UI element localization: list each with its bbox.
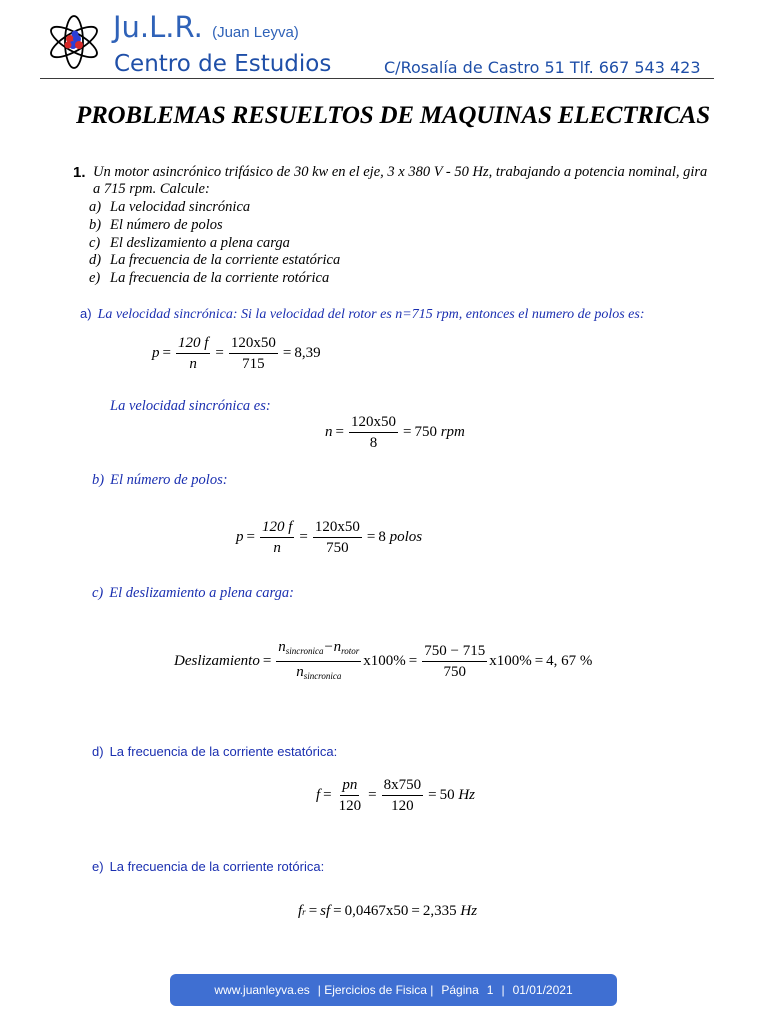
formula-poles: p = $\frac{120 f}{n}$ = $\frac{120x50}{750}$ = 8 polos — [236, 519, 423, 556]
footer-separator: | — [501, 983, 505, 997]
formula-stator-frequency: f = $\frac{pn}{120}$ = $\frac{8x750}{120}$ = 50 Hz — [316, 777, 475, 814]
header-divider — [40, 78, 714, 79]
problem-statement: Un motor asincrónico trifásico de 30 kw en el eje, 3 x 380 V - 50 Hz, trabajando a potencia nominal, gira a 715 rpm. Calcule: — [93, 164, 708, 197]
sync-speed-label: La velocidad sincrónica es: — [110, 398, 271, 414]
formula-poles-estimate: p = $\frac{120 f}{n}$ = $\frac{120x50}{715}$ = 8,39 — [152, 335, 321, 372]
footer-website-link[interactable]: www.juanleyva.es — [214, 983, 310, 997]
solution-d-heading: d) La frecuencia de la corriente estatórica: — [92, 744, 338, 759]
formula-slip: Deslizamiento = $\frac{n_{sincronica}-n_{rotor}}{n_{sincronica}}$ x100% = $\frac{750 - 715}{750}$ x100% = 4, 67 % — [174, 639, 593, 681]
problem-number: 1. — [73, 164, 86, 181]
list-item: b) El número de polos — [89, 216, 223, 233]
footer-section: | Ejercicios de Fisica | — [317, 983, 434, 997]
solution-c-heading: c) El deslizamiento a plena carga: — [92, 585, 294, 601]
list-item: c) El deslizamiento a plena carga — [89, 234, 290, 251]
list-item: d) La frecuencia de la corriente estatórica — [89, 252, 341, 269]
list-item: a) La velocidad sincrónica — [89, 199, 251, 215]
brand-initials: Ju.L.R. — [113, 10, 203, 44]
page-title: PROBLEMAS RESUELTOS DE MAQUINAS ELECTRICAS — [76, 102, 710, 129]
atom-logo-icon — [46, 14, 102, 70]
question-list — [89, 199, 340, 288]
page-footer — [170, 974, 617, 1006]
centro-label: Centro de Estudios — [114, 51, 332, 77]
solution-b-heading: b) El número de polos: — [92, 472, 228, 488]
list-item: e) La frecuencia de la corriente rotórica — [89, 270, 330, 287]
solution-e-heading: e) La frecuencia de la corriente rotórica: — [92, 859, 325, 874]
formula-sync-speed: n = $\frac{120x50}{8}$ = 750 rpm — [325, 414, 465, 451]
formula-rotor-frequency: f r = sf = 0,0467x50 = 2,335 Hz — [298, 903, 478, 919]
footer-page-label: Página — [441, 983, 479, 997]
brand-name — [113, 10, 299, 50]
address-phone: C/Rosalía de Castro 51 Tlf. 667 543 423 — [384, 58, 701, 77]
footer-page-number: 1 — [486, 983, 494, 997]
solution-a-heading: a) La velocidad sincrónica: Si la velocidad del rotor es n=715 rpm, entonces el numero de polos es: — [80, 306, 645, 322]
brand-subtitle: (Juan Leyva) — [212, 24, 299, 41]
footer-date: 01/01/2021 — [512, 983, 573, 997]
